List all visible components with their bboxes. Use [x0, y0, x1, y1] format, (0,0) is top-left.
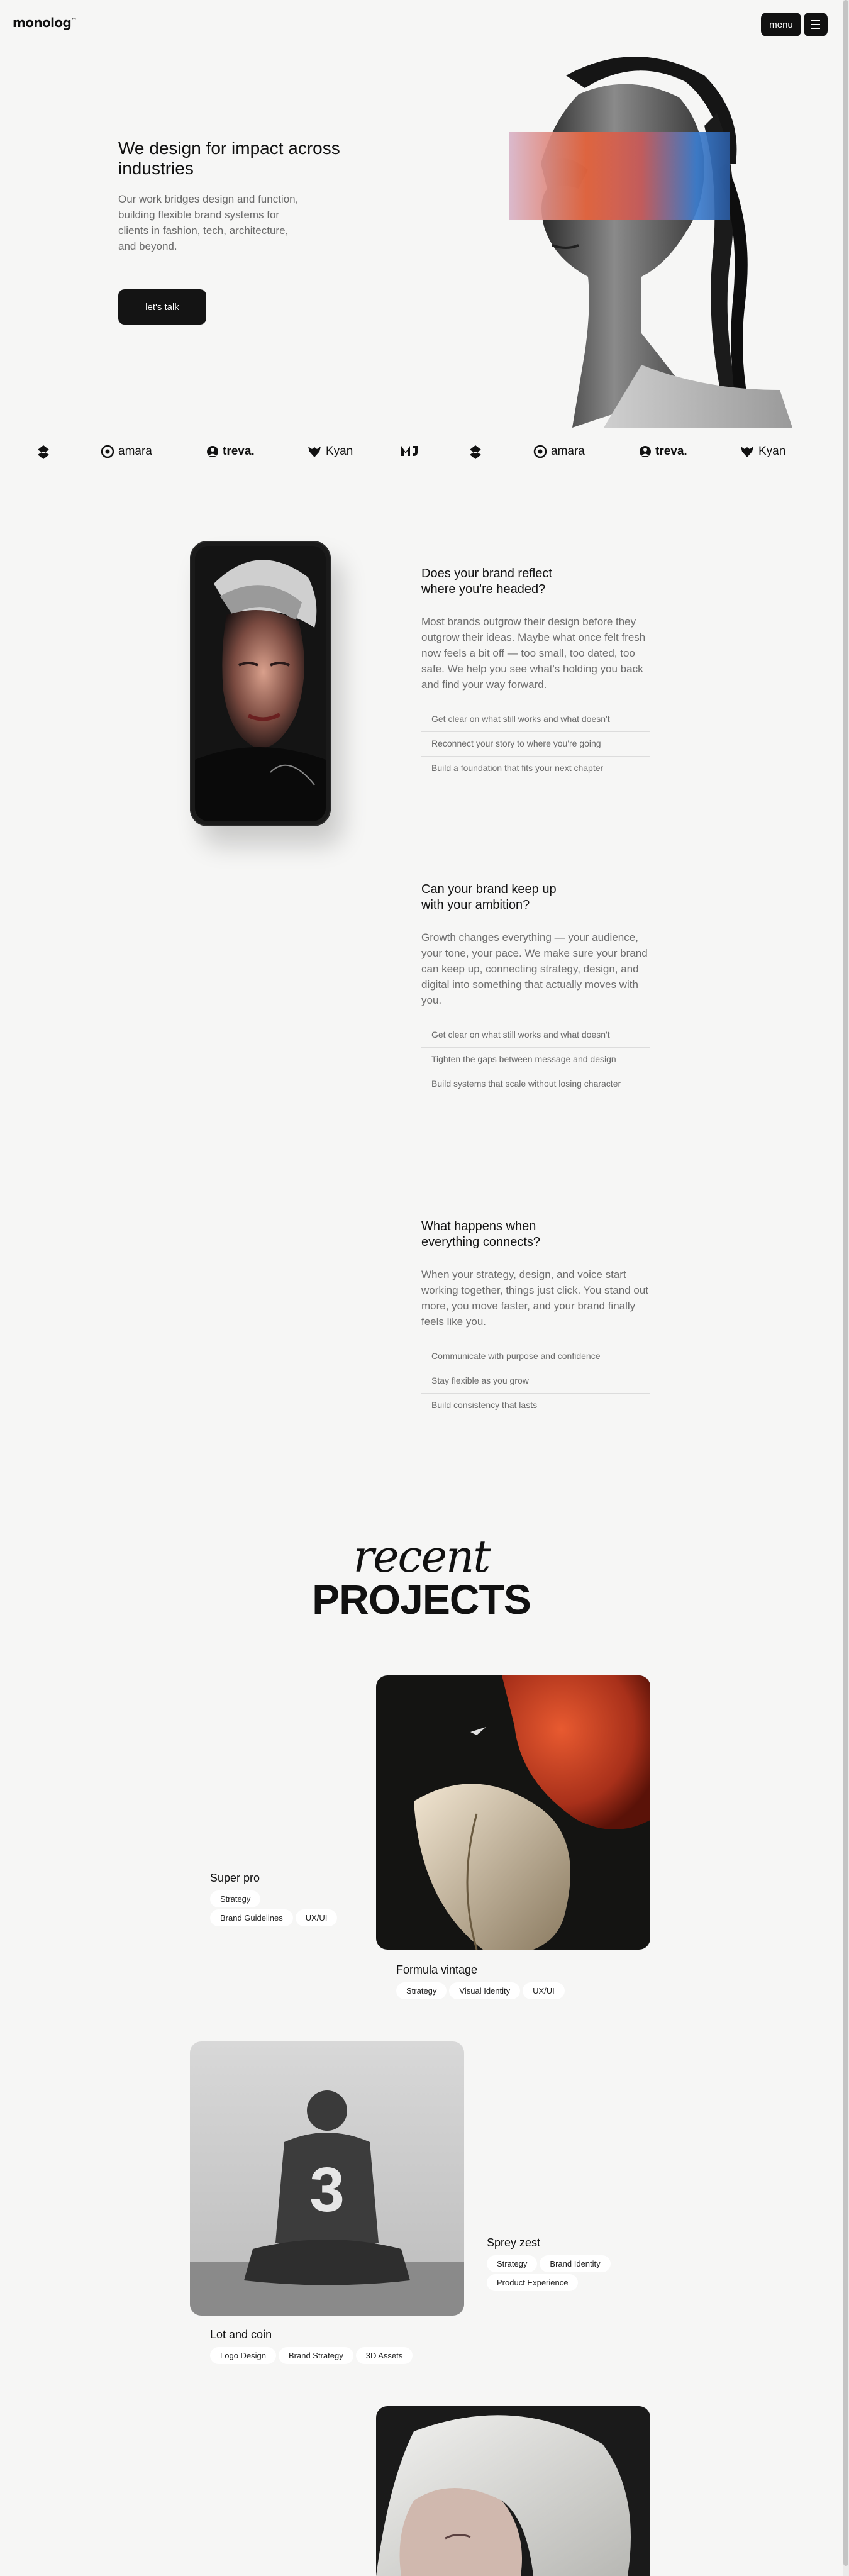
project-tag: Logo Design — [210, 2347, 276, 2364]
feature-point: Build a foundation that fits your next chapter — [431, 763, 604, 773]
fox-icon — [740, 445, 755, 458]
project-image[interactable] — [376, 2406, 650, 2576]
project-tag: UX/UI — [523, 1982, 565, 1999]
client-logo — [400, 445, 423, 457]
project-title-lot-and-coin[interactable]: Lot and coin — [210, 2328, 272, 2341]
feature-title: What happens when everything connects? — [421, 1219, 541, 1249]
phone-screen-image — [195, 546, 326, 821]
feature-point: Tighten the gaps between message and design — [421, 1048, 650, 1072]
feature-point: Build consistency that lasts — [431, 1400, 538, 1410]
person-icon — [639, 445, 652, 458]
client-logo-amara: amara — [101, 445, 152, 458]
project-tag: Strategy — [396, 1982, 447, 1999]
project-tags — [487, 2255, 611, 2272]
project-tags — [210, 2347, 413, 2364]
project-title-sprey-zest[interactable]: Sprey zest — [487, 2236, 541, 2249]
client-logo-treva: treva. — [639, 445, 687, 458]
project-tag: Strategy — [487, 2255, 537, 2272]
hamburger-icon-line — [811, 24, 820, 25]
feature-block — [421, 882, 650, 1096]
project-tag: Brand Guidelines — [210, 1909, 293, 1926]
client-logo — [36, 445, 54, 460]
projects-heading-italic: recent — [353, 1531, 490, 1582]
feature-point: Get clear on what still works and what doesn't — [421, 1023, 650, 1048]
project-tag: Brand Identity — [540, 2255, 610, 2272]
menu-button[interactable]: menu — [761, 13, 801, 36]
feature-point: Reconnect your story to where you're going — [421, 732, 650, 757]
project-tags — [487, 2274, 578, 2291]
feature-point: Stay flexible as you grow — [421, 1369, 650, 1394]
client-logo-treva: treva. — [206, 445, 255, 458]
circle-a-icon — [533, 445, 547, 458]
site-logo-mark: ™ — [71, 18, 77, 25]
projects-heading: PROJECTS — [312, 1576, 531, 1623]
fox-icon — [307, 445, 322, 458]
mj-icon — [400, 445, 419, 457]
project-image-formula-vintage[interactable] — [376, 1675, 650, 1950]
person-icon — [206, 445, 219, 458]
client-logo — [469, 445, 486, 460]
feature-points — [421, 708, 650, 780]
page-scrollbar-thumb[interactable] — [843, 0, 848, 2566]
project-title-super-pro[interactable]: Super pro — [210, 1872, 260, 1884]
site-logo-text: monolog — [13, 15, 72, 30]
feature-title: Can your brand keep up with your ambition? — [421, 882, 557, 912]
project-tags — [396, 1982, 565, 1999]
lets-talk-button[interactable]: let's talk — [118, 289, 206, 325]
feature-body: Growth changes everything — your audience, your tone, your pace. We make sure your brand can keep up, connecting strategy, design, and digital into something that actually moves with you. — [421, 931, 648, 1006]
feature-body: When your strategy, design, and voice start working together, things just click. You stand out more, you move faster, and your brand finally feels like you. — [421, 1269, 649, 1328]
feature-block — [421, 1219, 650, 1418]
feature-point: Get clear on what still works and what doesn't — [421, 708, 650, 732]
phone-mockup — [190, 541, 331, 826]
feature-point: Build systems that scale without losing character — [431, 1079, 621, 1089]
project-tag: Strategy — [210, 1890, 260, 1907]
project-tag: Brand Strategy — [279, 2347, 353, 2364]
project-title-formula-vintage[interactable]: Formula vintage — [396, 1963, 478, 1976]
feature-point: Communicate with purpose and confidence — [421, 1345, 650, 1369]
feature-points — [421, 1023, 650, 1096]
hamburger-icon-line — [811, 28, 820, 29]
feature-block — [421, 566, 650, 780]
feature-body: Most brands outgrow their design before they outgrow their ideas. Maybe what once felt fresh now feels a bit off — too small, too dated, too safe. We help you see what's holding you back and find your way forward. — [421, 616, 646, 691]
project-image-lot-and-coin[interactable] — [190, 2041, 464, 2316]
hero-description: Our work bridges design and function, building flexible brand systems for clients in fashion, tech, architecture, and beyond. — [118, 193, 299, 252]
project-tags — [210, 1909, 337, 1926]
project-tag: UX/UI — [296, 1909, 338, 1926]
client-logo-kyan: Kyan — [740, 445, 785, 458]
project-tag: 3D Assets — [356, 2347, 413, 2364]
hamburger-icon-line — [811, 20, 820, 21]
svg-text:3: 3 — [309, 2155, 345, 2225]
client-logo-strip — [0, 437, 843, 469]
client-logo-kyan: Kyan — [307, 445, 353, 458]
hamburger-button[interactable] — [804, 13, 828, 36]
circle-a-icon — [101, 445, 114, 458]
knot-icon — [469, 445, 482, 460]
page-scrollbar-track[interactable] — [843, 0, 849, 2576]
client-logo-amara: amara — [533, 445, 585, 458]
project-tag: Product Experience — [487, 2274, 578, 2291]
feature-title: Does your brand reflect where you're headed? — [421, 567, 552, 596]
project-tag: Visual Identity — [449, 1982, 520, 1999]
feature-points — [421, 1345, 650, 1418]
site-logo[interactable] — [13, 15, 77, 30]
hero-portrait-image — [478, 38, 792, 428]
hero-title: We design for impact across industries — [118, 138, 340, 178]
knot-icon — [36, 445, 50, 460]
project-tags — [210, 1890, 260, 1907]
